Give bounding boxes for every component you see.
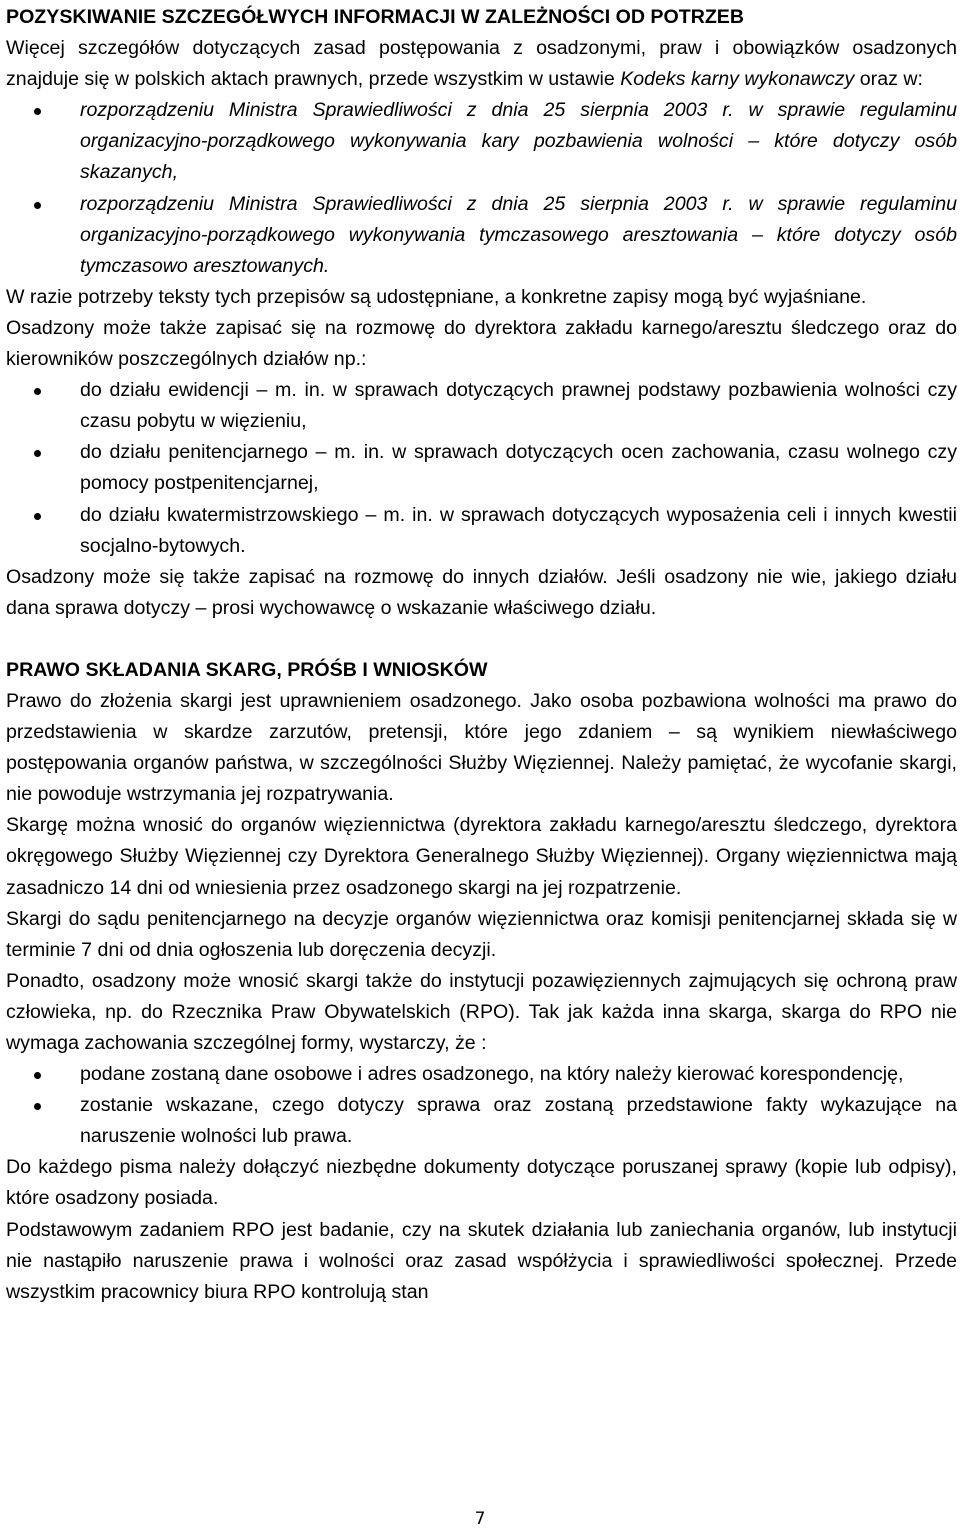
departments-list bbox=[6, 375, 957, 562]
list-item: do działu penitencjarnego – m. in. w sprawach dotyczących ocen zachowania, czasu wolnego czy pomocy postpenitencjarnej, bbox=[6, 437, 957, 499]
paragraph: Skargę można wnosić do organów więziennictwa (dyrektora zakładu karnego/aresztu śledczego, dyrektora okręgowego Służby Więziennej czy Dyrektora Generalnego Służby Więziennej). Organy więziennictwa mają zasadniczo 14 dni od wniesienia przez osadzonego skargi na jej rozpatrzenie. bbox=[6, 814, 957, 899]
document-page bbox=[6, 2, 957, 1308]
paragraph: Podstawowym zadaniem RPO jest badanie, czy na skutek działania lub zaniechania organów, lub instytucji nie nastąpiło naruszenie prawa i wolności oraz zasad współżycia i sprawiedliwości społecznej. Przede wszystkim pracownicy biura RPO kontrolują stan bbox=[6, 1218, 957, 1303]
paragraph: Osadzony może także zapisać się na rozmowę do dyrektora zakładu karnego/aresztu śledczego oraz do kierowników poszczególnych działów np.: bbox=[6, 316, 957, 371]
paragraph: W razie potrzeby teksty tych przepisów są udostępniane, a konkretne zapisy mogą być wyjaśniane. bbox=[6, 285, 867, 308]
paragraph: Prawo do złożenia skargi jest uprawnieniem osadzonego. Jako osoba pozbawiona wolności ma prawo do przedstawienia w skardze zarzutów, pretensji, które jego zdaniem – są wynikiem niewłaściwego postępowania organów państwa, w szczególności Służby Więziennej. Należy pamiętać, że wycofanie skargi, nie powoduje wstrzymania jej rozpatrywania. bbox=[6, 689, 957, 806]
paragraph: Do każdego pisma należy dołączyć niezbędne dokumenty dotyczące poruszanej sprawy (kopie lub odpisy), które osadzony posiada. bbox=[6, 1156, 957, 1210]
list-item: do działu kwatermistrzowskiego – m. in. w sprawach dotyczących wyposażenia celi i innych kwestii socjalno-bytowych. bbox=[6, 500, 957, 562]
paragraph: Ponadto, osadzony może wnosić skargi także do instytucji pozawięziennych zajmujących się ochroną praw człowieka, np. do Rzecznika Praw Obywatelskich (RPO). Tak jak każda inna skarga, skarga do RPO nie wymaga zachowania szczególnej formy, wystarczy, że : bbox=[6, 969, 957, 1054]
code-title: Kodeks karny wykonawczy bbox=[620, 68, 855, 91]
page-number: 7 bbox=[474, 1509, 486, 1529]
section-heading-information: POZYSKIWANIE SZCZEGÓŁWYCH INFORMACJI W ZALEŻNOŚCI OD POTRZEB bbox=[6, 6, 745, 28]
paragraph: Osadzony może się także zapisać na rozmowę do innych działów. Jeśli osadzony nie wie, jakiego działu dana sprawa dotyczy – prosi wychowawcę o wskazanie właściwego działu. bbox=[6, 565, 957, 619]
regulations-list bbox=[6, 95, 957, 282]
requirements-list bbox=[6, 1059, 957, 1152]
list-item: rozporządzeniu Ministra Sprawiedliwości z dnia 25 sierpnia 2003 r. w sprawie regulaminu organizacyjno-porządkowego wykonywania kary pozbawienia wolności – które dotyczy osób skazanych, bbox=[6, 95, 957, 188]
list-item: zostanie wskazane, czego dotyczy sprawa oraz zostaną przedstawione fakty wykazujące na naruszenie wolności lub prawa. bbox=[6, 1090, 957, 1152]
intro-paragraph: Więcej szczegółów dotyczących zasad postępowania z osadzonymi, praw i obowiązków osadzonych znajduje się w polskich aktach prawnych, przede wszystkim w ustawie Kodeks karny wykonawczy oraz w: bbox=[6, 37, 957, 91]
section-heading-complaints: PRAWO SKŁADANIA SKARG, PRÓŚB I WNIOSKÓW bbox=[6, 658, 488, 681]
list-item: do działu ewidencji – m. in. w sprawach dotyczących prawnej podstawy pozbawienia wolności czy czasu pobytu w więzieniu, bbox=[6, 375, 957, 437]
list-item: podane zostaną dane osobowe i adres osadzonego, na który należy kierować korespondencję, bbox=[6, 1059, 957, 1090]
paragraph: Skargi do sądu penitencjarnego na decyzje organów więziennictwa oraz komisji penitencjarnej składa się w terminie 7 dni od dnia ogłoszenia lub doręczenia decyzji. bbox=[6, 907, 957, 961]
list-item: rozporządzeniu Ministra Sprawiedliwości z dnia 25 sierpnia 2003 r. w sprawie regulaminu organizacyjno-porządkowego wykonywania tymczasowego aresztowania – które dotyczy osób tymczasowo aresztowanych. bbox=[6, 189, 957, 282]
